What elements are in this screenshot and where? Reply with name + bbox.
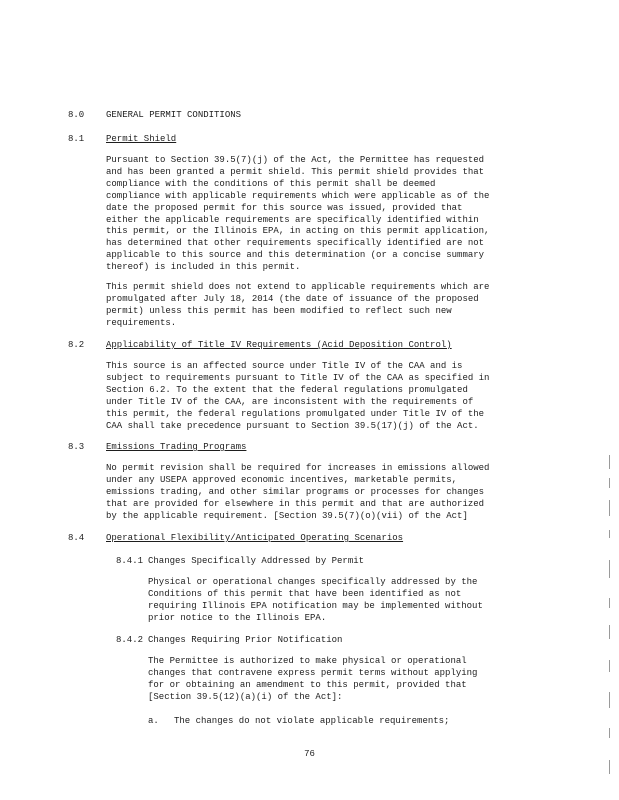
section-8-2-number: 8.2 bbox=[68, 340, 85, 350]
section-8-4-1-title: Changes Specifically Addressed by Permit bbox=[148, 556, 365, 566]
scan-edge-mark bbox=[609, 625, 610, 639]
section-8-4-2-title: Changes Requiring Prior Notification bbox=[148, 635, 343, 645]
page-number: 76 bbox=[304, 749, 315, 759]
section-8-1-title: Permit Shield bbox=[106, 134, 177, 144]
section-8-0-title: GENERAL PERMIT CONDITIONS bbox=[106, 110, 242, 120]
item-a-text: The changes do not violate applicable requirements; bbox=[174, 716, 450, 726]
section-8-4-2-number: 8.4.2 bbox=[116, 635, 144, 645]
section-8-1-number: 8.1 bbox=[68, 134, 85, 144]
scan-edge-mark bbox=[609, 478, 610, 488]
scan-edge-mark bbox=[609, 660, 610, 672]
section-8-1-paragraph-1: Pursuant to Section 39.5(7)(j) of the Act, the Permittee has requested and has been granted a permit shield. This permit shield provides that compliance with the conditions of this permit shall be deemed compliance with applicable requirements which were applicable as of the date the proposed permit for this source was issued, provided that either the applicable requirements are specifically identified within this permit, or the Illinois EPA, in acting on this permit application, has determined that other requirements specifically identified are not applicable to this source and this determination (or a concise summary thereof) is included in this permit. bbox=[106, 155, 490, 273]
section-8-3-title: Emissions Trading Programs bbox=[106, 442, 247, 452]
scan-edge-mark bbox=[609, 500, 610, 516]
scan-edge-mark bbox=[609, 530, 610, 538]
scan-edge-mark bbox=[609, 455, 610, 469]
section-8-4-title: Operational Flexibility/Anticipated Operating Scenarios bbox=[106, 533, 404, 543]
scan-edge-mark bbox=[609, 728, 610, 738]
section-8-4-1-number: 8.4.1 bbox=[116, 556, 144, 566]
item-a-letter: a. bbox=[148, 716, 159, 726]
section-8-3-paragraph: No permit revision shall be required for increases in emissions allowed under any USEPA approved economic incentives, marketable permits, emissions trading, and other similar programs or processes for changes that are provided for elsewhere in this permit and that are authorized by the applicable requirement. [Section 39.5(7)(o)(vii) of the Act] bbox=[106, 463, 490, 521]
section-8-1-paragraph-2: This permit shield does not extend to applicable requirements which are promulgated after July 18, 2014 (the date of issuance of the proposed permit) unless this permit has been modified to reflect such new requirements. bbox=[106, 282, 490, 328]
section-8-2-title: Applicability of Title IV Requirements (Acid Deposition Control) bbox=[106, 340, 452, 350]
section-8-4-2-paragraph: The Permittee is authorized to make physical or operational changes that contravene express permit terms without applying for or obtaining an amendment to this permit, provided that [Section 39.5(12)(a)(i) of the Act]: bbox=[148, 656, 478, 702]
scan-edge-mark bbox=[609, 760, 610, 774]
section-8-4-number: 8.4 bbox=[68, 533, 85, 543]
section-8-4-1-paragraph: Physical or operational changes specifically addressed by the Conditions of this permit that have been identified as not requiring Illinois EPA notification may be implemented without prior notice to the Illinois EPA. bbox=[148, 577, 483, 623]
section-8-0-number: 8.0 bbox=[68, 110, 85, 120]
section-8-3-number: 8.3 bbox=[68, 442, 85, 452]
section-8-2-paragraph: This source is an affected source under Title IV of the CAA and is subject to requirements pursuant to Title IV of the CAA as specified in Section 6.2. To the extent that the federal regulations promulgated under Title IV of the CAA, are inconsistent with the requirements of this permit, the federal regulations promulgated under Title IV of the CAA shall take precedence pursuant to Section 39.5(17)(j) of the Act. bbox=[106, 361, 490, 431]
scan-edge-mark bbox=[609, 692, 610, 708]
scan-edge-mark bbox=[609, 598, 610, 608]
scan-edge-mark bbox=[609, 560, 610, 578]
